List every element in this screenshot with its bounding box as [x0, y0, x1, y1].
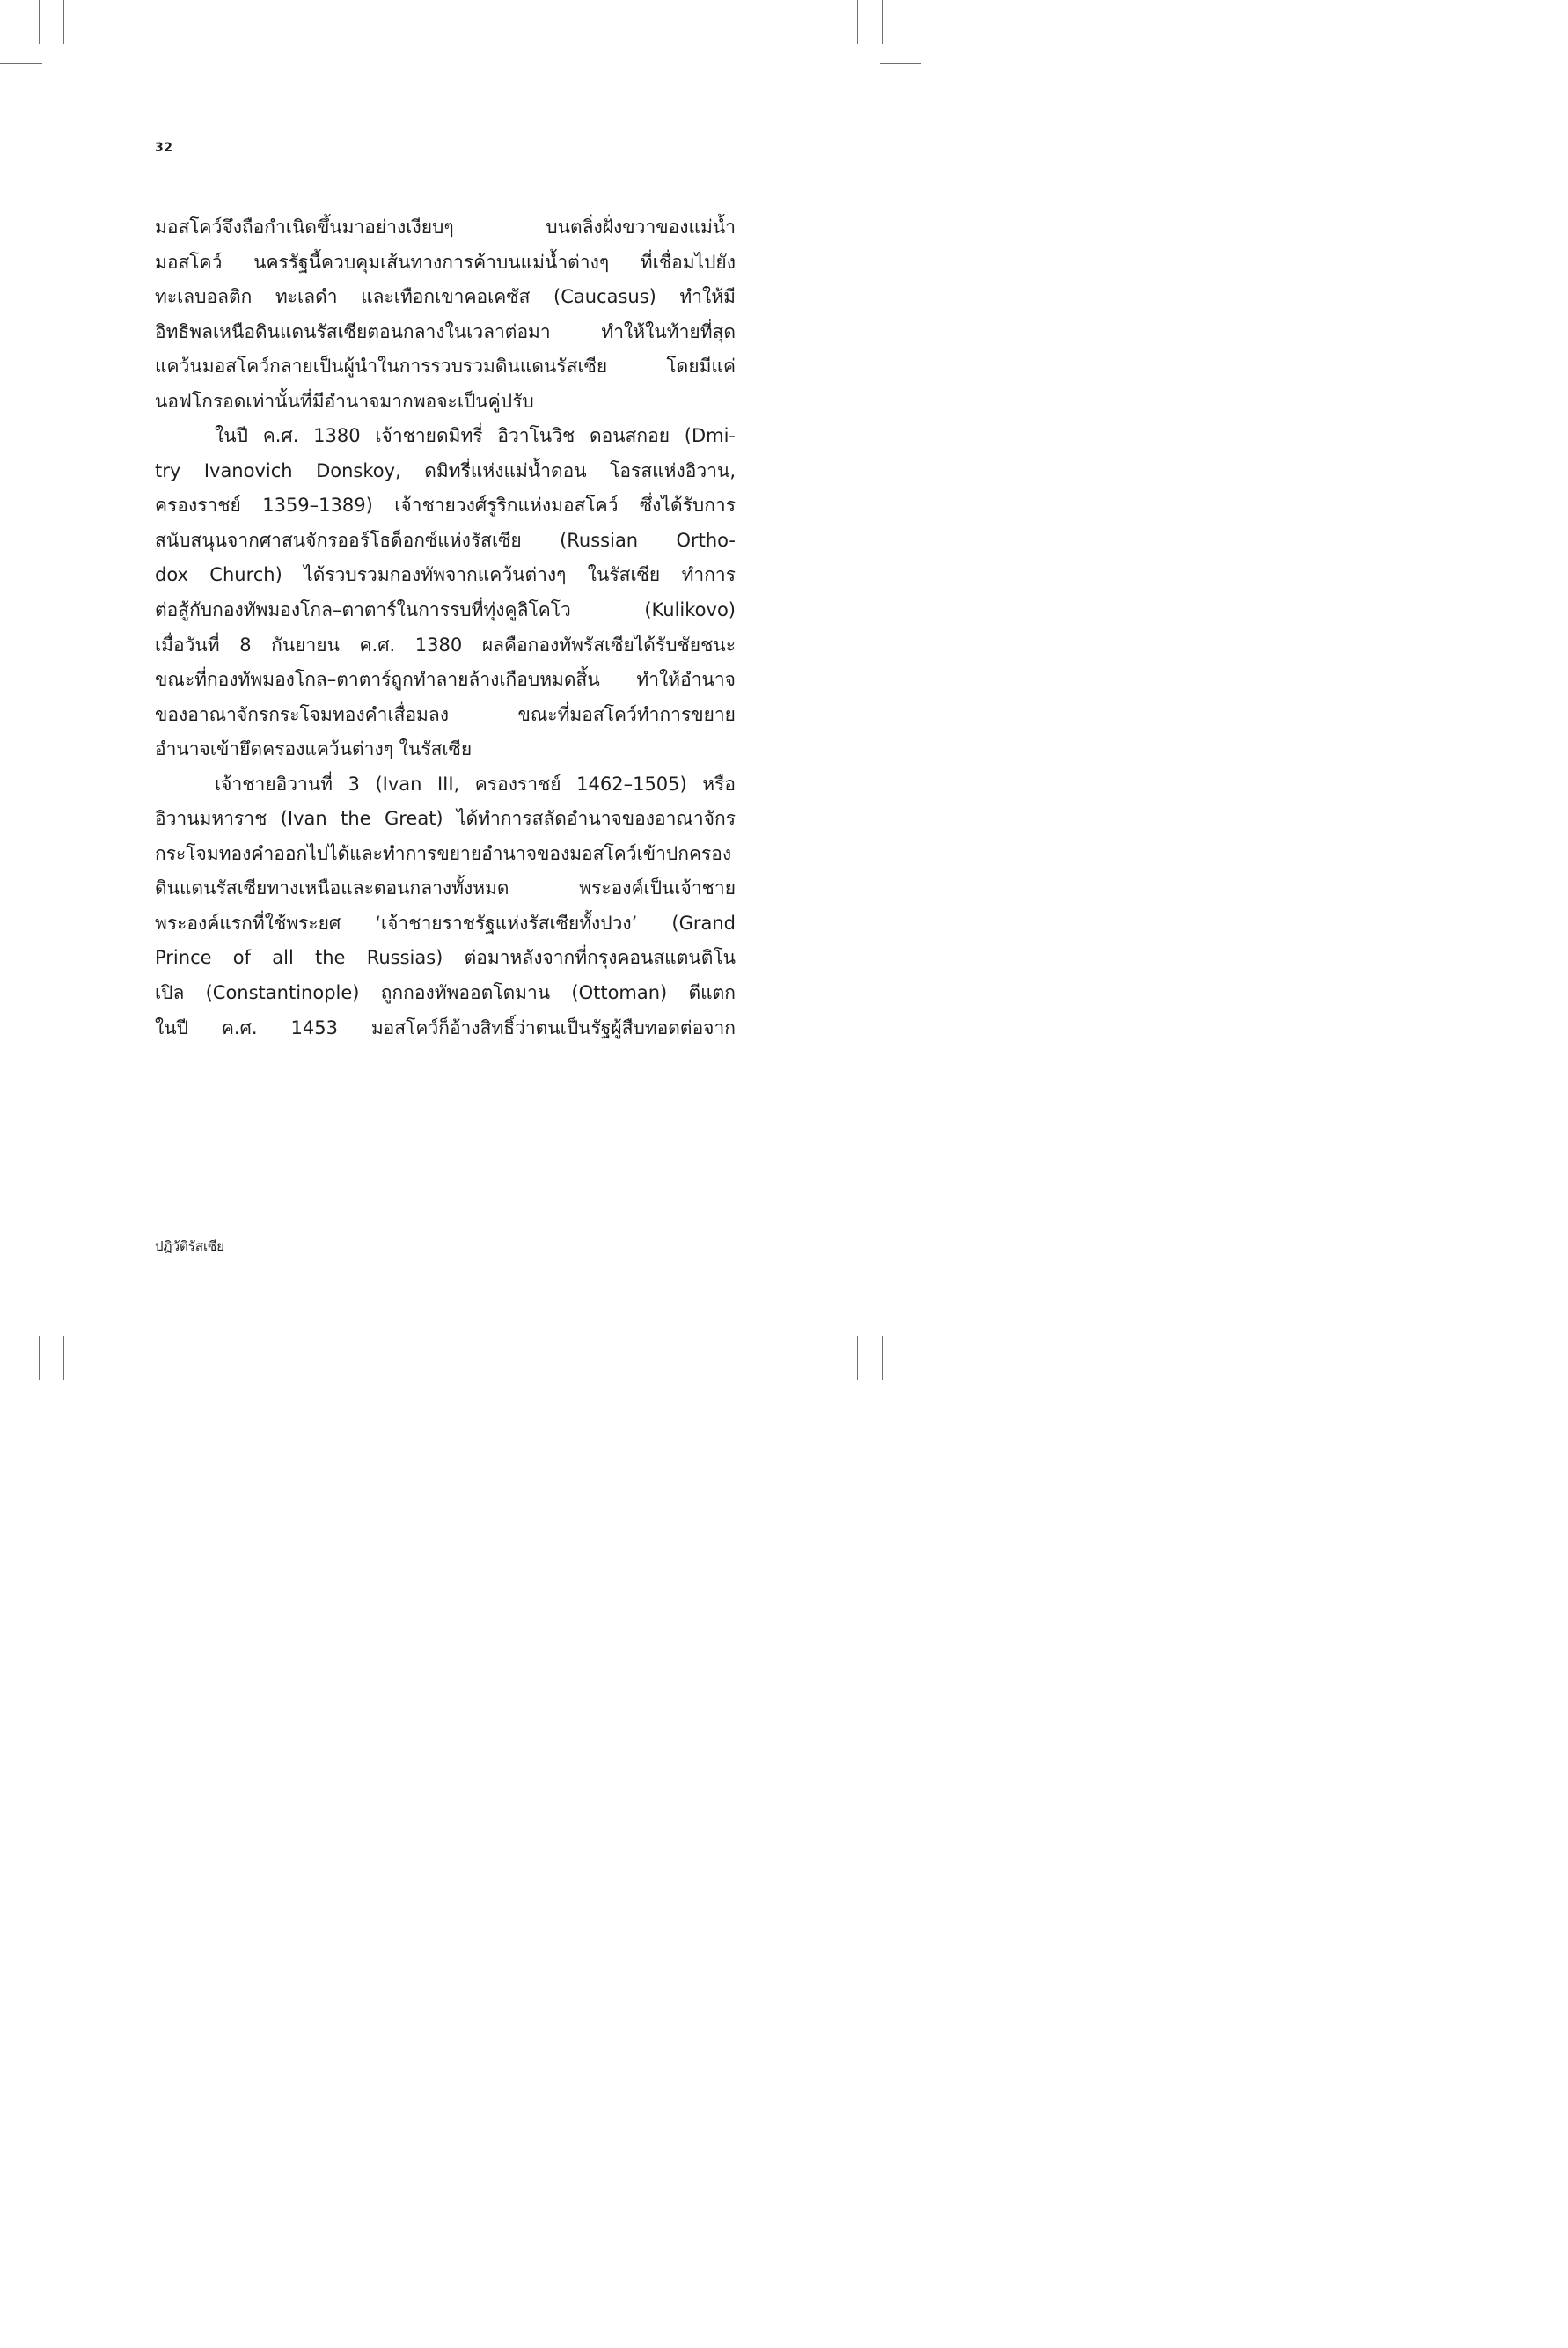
text-line: ต่อสู้กับกองทัพมองโกล–ตาตาร์ในการรบที่ทุ่งคูลิโคโว (Kulikovo) [155, 599, 736, 621]
crop-mark [880, 63, 921, 64]
paragraph [155, 767, 736, 1046]
text-line: try Ivanovich Donskoy, ดมิทรี่แห่งแม่น้ำดอน โอรสแห่งอิวาน, [155, 459, 736, 481]
text-line: ครองราชย์ 1359–1389) เจ้าชายวงศ์รูริกแห่งมอสโคว์ ซึ่งได้รับการ [155, 495, 736, 517]
paragraph [155, 210, 736, 419]
text-line: ของอาณาจักรกระโจมทองคำเสื่อมลง ขณะที่มอสโคว์ทำการขยาย [155, 703, 736, 725]
text-line: นอฟโกรอดเท่านั้นที่มีอำนาจมากพอจะเป็นคู่ปรับ [155, 390, 534, 412]
text-line: ในปี ค.ศ. 1453 มอสโคว์ก็อ้างสิทธิ์ว่าตนเป็นรัฐผู้สืบทอดต่อจาก [155, 1016, 736, 1038]
text-line: เมื่อวันที่ 8 กันยายน ค.ศ. 1380 ผลคือกองทัพรัสเซียได้รับชัยชนะ [155, 634, 736, 656]
text-line: แคว้นมอสโคว์กลายเป็นผู้นำในการรวบรวมดินแดนรัสเซีย โดยมีแค่ [155, 356, 736, 378]
crop-mark [857, 1336, 858, 1380]
text-line: ทะเลบอลติก ทะเลดำ และเทือกเขาคอเคซัส (Caucasus) ทำให้มี [155, 286, 736, 308]
text-line: มอสโคว์จึงถือกำเนิดขึ้นมาอย่างเงียบๆ บนตลิ่งฝั่งขวาของแม่น้ำ [155, 216, 736, 238]
paragraph [155, 419, 736, 767]
text-line: กระโจมทองคำออกไปได้และทำการขยายอำนาจของมอสโคว์เข้าปกครอง [155, 842, 732, 864]
crop-mark [39, 0, 40, 44]
crop-mark [39, 1336, 40, 1380]
running-footer: ปฏิวัติรัสเซีย [155, 1238, 225, 1254]
text-line: อิทธิพลเหนือดินแดนรัสเซียตอนกลางในเวลาต่อมา ทำให้ในท้ายที่สุด [155, 320, 736, 342]
text-line: ดินแดนรัสเซียทางเหนือและตอนกลางทั้งหมด พระองค์เป็นเจ้าชาย [155, 877, 736, 899]
crop-mark [882, 0, 883, 44]
text-line: สนับสนุนจากศาสนจักรออร์โธด็อกซ์แห่งรัสเซีย (Russian Ortho- [155, 529, 736, 551]
text-line: เปิล (Constantinople) ถูกกองทัพออตโตมาน (Ottoman) ตีแตก [155, 982, 736, 1004]
text-line: Prince of all the Russias) ต่อมาหลังจากที่กรุงคอนสแตนติโน [155, 947, 736, 969]
text-line: อำนาจเข้ายึดครองแคว้นต่างๆ ในรัสเซีย [155, 738, 473, 760]
text-line: มอสโคว์ นครรัฐนี้ควบคุมเส้นทางการค้าบนแม่น้ำต่างๆ ที่เชื่อมไปยัง [155, 251, 736, 273]
text-line: พระองค์แรกที่ใช้พระยศ ‘เจ้าชายราชรัฐแห่งรัสเซียทั้งปวง’ (Grand [155, 912, 736, 934]
text-line: ในปี ค.ศ. 1380 เจ้าชายดมิทรี่ อิวาโนวิช ดอนสกอย (Dmi- [215, 425, 736, 447]
crop-mark [857, 0, 858, 44]
text-line: dox Church) ได้รวบรวมกองทัพจากแคว้นต่างๆ ในรัสเซีย ทำการ [155, 564, 736, 586]
text-line: เจ้าชายอิวานที่ 3 (Ivan III, ครองราชย์ 1462–1505) หรือ [215, 773, 736, 795]
body-text [155, 210, 736, 1046]
text-line: ขณะที่กองทัพมองโกล–ตาตาร์ถูกทำลายล้างเกือบหมดสิ้น ทำให้อำนาจ [155, 669, 736, 691]
text-line: อิวานมหาราช (Ivan the Great) ได้ทำการสลัดอำนาจของอาณาจักร [155, 808, 736, 830]
crop-mark [63, 1336, 64, 1380]
crop-mark [0, 63, 42, 64]
crop-mark [63, 0, 64, 44]
crop-mark [882, 1336, 883, 1380]
page-number: 32 [155, 141, 173, 155]
